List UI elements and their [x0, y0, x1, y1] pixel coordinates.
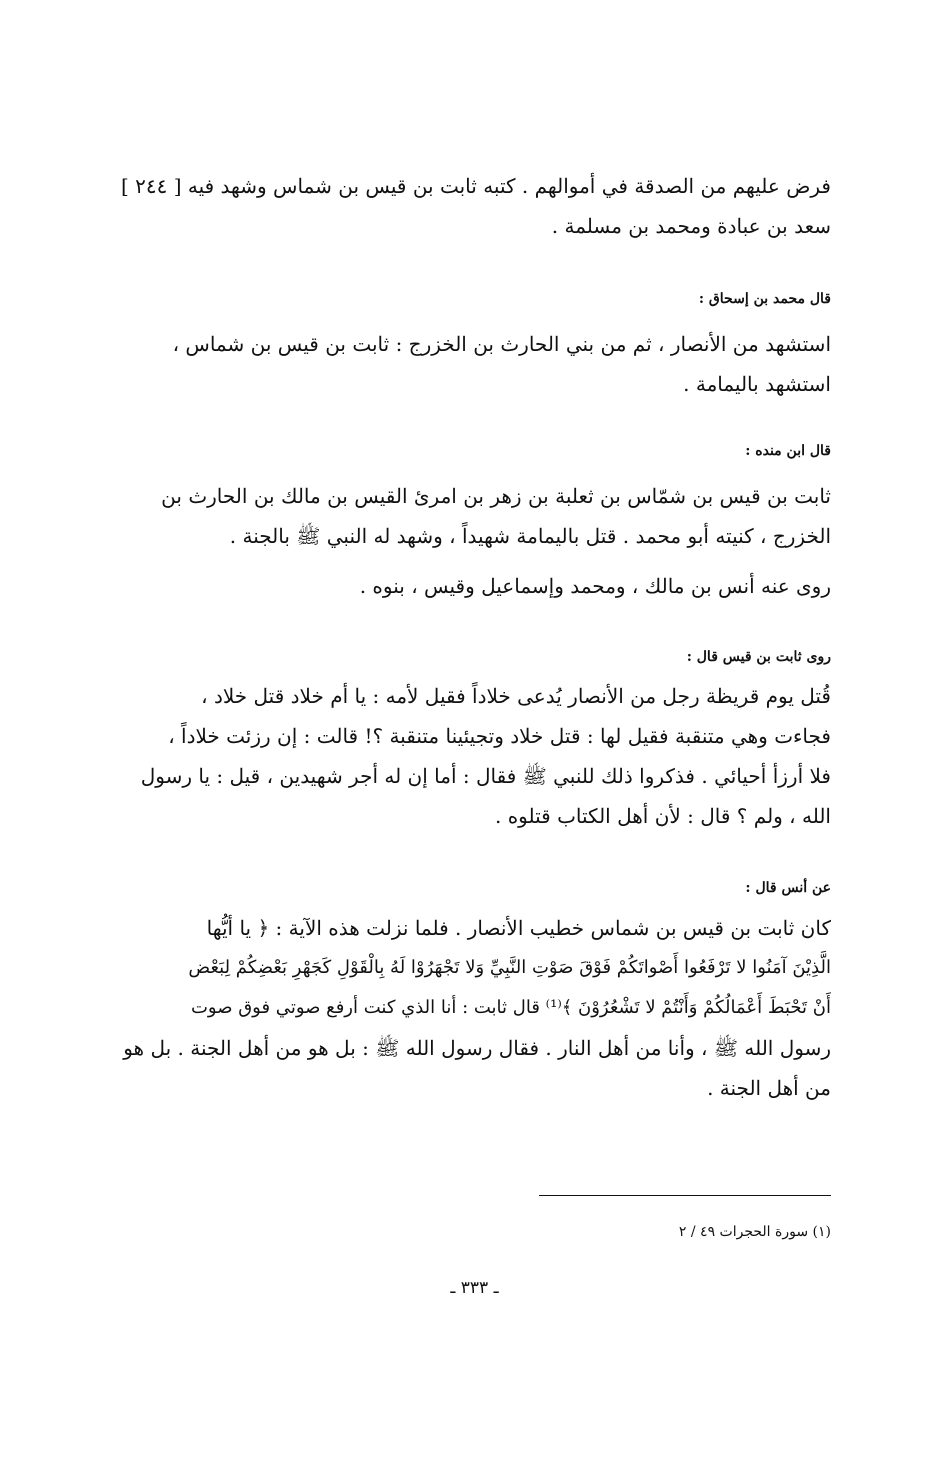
- text-line: الخزرج ، كنيته أبو محمد . قتل باليمامة شهيداً ، وشهد له النبي ﷺ بالجنة .: [229, 524, 831, 548]
- paragraph-1: [115, 166, 831, 246]
- text-line: فجاءت وهي متنقبة فقيل لها : قتل خلاد وتجيئينا متنقبة ؟! قالت : إن رزئت خلاداً ،: [168, 724, 831, 748]
- section-2-body: [115, 476, 831, 606]
- text-line: رسول الله ﷺ ، وأنا من أهل النار . فقال رسول الله ﷺ : بل هو من أهل الجنة . بل هو: [123, 1036, 831, 1060]
- text-line: استشهد من الأنصار ، ثم من بني الحارث بن الخزرج : ثابت بن قيس بن شماس ،: [172, 332, 831, 356]
- section-4-body: [115, 908, 831, 1108]
- text-line: كان ثابت بن قيس بن شماس خطيب الأنصار . فلما نزلت هذه الآية : ﴿ يا أيُّها: [206, 916, 831, 940]
- section-heading: قال محمد بن إسحاق :: [698, 291, 831, 307]
- text-line: قُتل يوم قريظة رجل من الأنصار يُدعى خلاداً فقيل لأمه : يا أم خلاد قتل خلاد ،: [201, 684, 831, 708]
- section-3-body: [115, 676, 831, 836]
- text-line: سعد بن عبادة ومحمد بن مسلمة .: [551, 214, 831, 238]
- section-heading: قال ابن منده :: [745, 443, 831, 459]
- quran-verse-line: الَّذِيْنَ آمَنُوا لا تَرْفَعُوا أَصْواتَكُمْ فَوْقَ صَوْتِ النَّبِيِّ وَلا تَجْهَرُوْا لَهُ بِالْقَوْلِ كَجَهْرِ بَعْضِكُمْ لِبَعْض: [188, 957, 831, 978]
- text-line: استشهد باليمامة .: [683, 372, 831, 396]
- footnote-divider: [539, 1195, 831, 1196]
- text-line: من أهل الجنة .: [707, 1076, 831, 1100]
- footnote: (١) سورة الحجرات ٤٩ / ٢: [678, 1224, 831, 1240]
- section-heading: روى ثابت بن قيس قال :: [686, 649, 831, 665]
- page-number: ـ ٣٣٣ ـ: [450, 1278, 499, 1298]
- section-1-body: [115, 324, 831, 404]
- text-line: روى عنه أنس بن مالك ، ومحمد وإسماعيل وقيس ، بنوه .: [359, 574, 831, 598]
- section-heading: عن أنس قال :: [745, 880, 831, 896]
- text-line: ثابت بن قيس بن شمّاس بن ثعلبة بن زهر بن امرئ القيس بن مالك بن الحارث بن: [161, 484, 831, 508]
- text-line: فرض عليهم من الصدقة في أموالهم . كتبه ثابت بن قيس بن شماس وشهد فيه [ ٢٤٤ ]: [120, 174, 831, 198]
- quran-verse-line: أَنْ تَحْبَطَ أَعْمَالُكُمْ وَأَنْتُمْ لا تَشْعُرُوْنَ ﴾⁽¹⁾ قال ثابت : أنا الذي كنت أرفع صوتي فوق صوت: [190, 997, 831, 1018]
- text-line: الله ، ولم ؟ قال : لأن أهل الكتاب قتلوه .: [494, 804, 831, 828]
- text-line: فلا أرزأ أحيائي . فذكروا ذلك للنبي ﷺ فقال : أما إن له أجر شهيدين ، قيل : يا رسول: [140, 764, 831, 788]
